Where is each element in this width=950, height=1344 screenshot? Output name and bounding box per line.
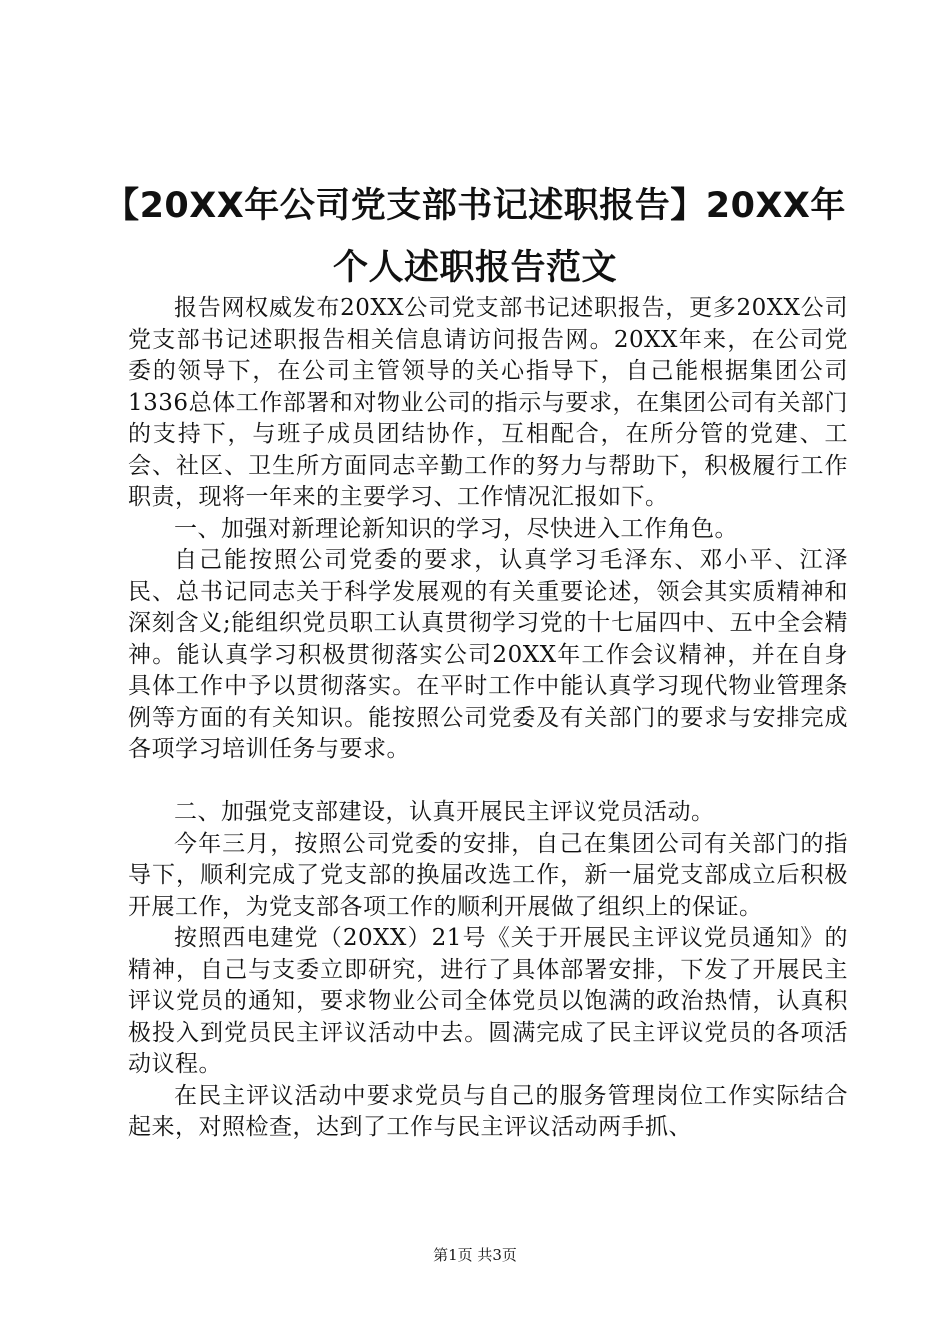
paragraph-intro: 报告网权威发布20XX公司党支部书记述职报告，更多20XX公司党支部书记述职报告相关信息请访问报告网。20XX年来，在公司党委的领导下，在公司主管领导的关心指导下，自己能根据集团公司1336总体工作部署和对物业公司的指示与要求，在集团公司有关部门的支持下，与班子成员团结协作，互相配合，在所分管的党建、工会、社区、卫生所方面同志辛勤工作的努力与帮助下，积极履行工作职责，现将一年来的主要学习、工作情况汇报如下。 [128, 295, 848, 510]
document-body [128, 293, 848, 1144]
paragraph-study: 自己能按照公司党委的要求，认真学习毛泽东、邓小平、江泽民、总书记同志关于科学发展观的有关重要论述，领会其实质精神和深刻含义;能组织党员职工认真贯彻学习党的十七届四中、五中全会精神。能认真学习积极贯彻落实公司20XX年工作会议精神，并在自身具体工作中予以贯彻落实。在平时工作中能认真学习现代物业管理条例等方面的有关知识。能按照公司党委及有关部门的要求与安排完成各项学习培训任务与要求。 [128, 547, 848, 762]
paragraph-evaluation-notice: 按照西电建党（20XX）21号《关于开展民主评议党员通知》的精神，自己与支委立即研究，进行了具体部署安排，下发了开展民主评议党员的通知，要求物业公司全体党员以饱满的政治热情，认真积极投入到党员民主评议活动中去。圆满完成了民主评议党员的各项活动议程。 [128, 925, 848, 1077]
paragraph-evaluation-activity: 在民主评议活动中要求党员与自己的服务管理岗位工作实际结合起来，对照检查，达到了工作与民主评议活动两手抓、 [128, 1082, 848, 1140]
document-title-line-2: 个人述职报告范文 [332, 248, 617, 288]
paragraph-election: 今年三月，按照公司党委的安排，自己在集团公司有关部门的指导下，顺利完成了党支部的换届改选工作，新一届党支部成立后积极开展工作，为党支部各项工作的顺利开展做了组织上的保证。 [128, 830, 848, 920]
section-heading-1: 一、加强对新理论新知识的学习，尽快进入工作角色。 [174, 515, 738, 542]
document-title-line-1: 【20XX年公司党支部书记述职报告】20XX年 [104, 186, 846, 226]
section-heading-2: 二、加强党支部建设，认真开展民主评议党员活动。 [174, 799, 715, 825]
page-number-footer: 第1页 共3页 [433, 1246, 517, 1264]
